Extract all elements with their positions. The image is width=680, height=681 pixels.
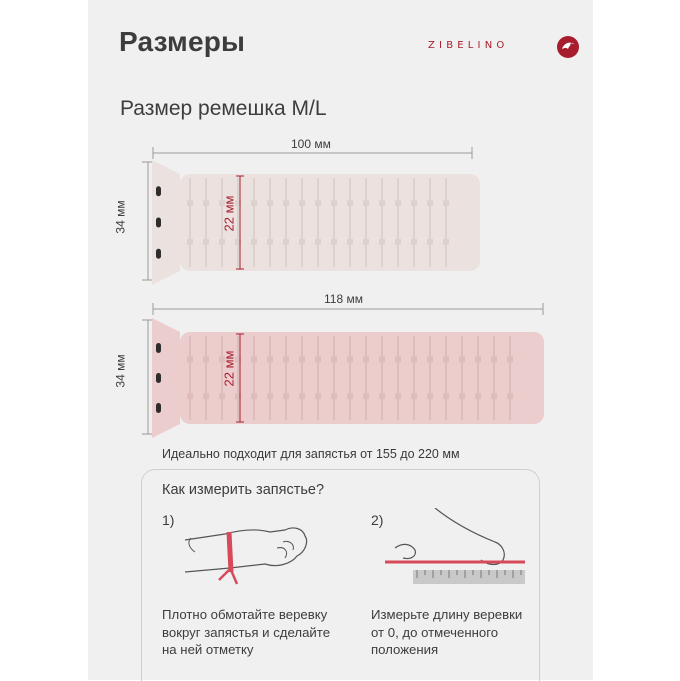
step2-number: 2)	[371, 512, 384, 528]
page-title: Размеры	[119, 26, 246, 57]
strap-knob	[203, 393, 209, 399]
strap-knob	[331, 239, 337, 245]
strap-knob	[219, 393, 225, 399]
strap-knob	[203, 239, 209, 245]
strap1-width-label: 34 мм	[113, 200, 128, 234]
lug-slot	[156, 403, 161, 413]
strap-knob	[299, 357, 305, 363]
strap-knob	[443, 200, 449, 206]
step1-number: 1)	[162, 512, 175, 528]
strap-knob	[251, 200, 257, 206]
size-subtitle: Размер ремешка M/L	[120, 97, 327, 120]
strap-knob	[267, 200, 273, 206]
strap-knob	[395, 239, 401, 245]
strap-knob	[491, 357, 497, 363]
strap-knob	[363, 200, 369, 206]
strap-knob	[395, 357, 401, 363]
strap-knob	[427, 393, 433, 399]
fit-description: Идеально подходит для запястья от 155 до 220 мм	[162, 447, 460, 461]
strap-knob	[315, 393, 321, 399]
strap-knob	[347, 200, 353, 206]
strap-knob	[443, 393, 449, 399]
strap1-inner-label: 22 мм	[221, 195, 237, 232]
strap-knob	[251, 239, 257, 245]
strap-knob	[507, 393, 513, 399]
ruler-measure-illustration-icon	[385, 508, 530, 593]
lug-slot	[156, 218, 161, 228]
strap-knob	[267, 357, 273, 363]
strap2-band	[152, 318, 552, 438]
strap-knob	[331, 357, 337, 363]
strap-knob	[411, 393, 417, 399]
strap-knob	[299, 200, 305, 206]
strap-knob	[379, 200, 385, 206]
strap-knob	[443, 357, 449, 363]
strap-knob	[459, 393, 465, 399]
strap-knob	[395, 393, 401, 399]
strap-knob	[411, 239, 417, 245]
strap2-inner-label: 22 мм	[221, 350, 237, 387]
lug-slot	[156, 343, 161, 353]
how-to-measure-title: Как измерить запястье?	[162, 482, 325, 498]
strap-knob	[347, 393, 353, 399]
strap2-length-label: 118 мм	[324, 292, 363, 306]
strap-knob	[219, 239, 225, 245]
strap-knob	[283, 200, 289, 206]
strap-knob	[267, 393, 273, 399]
strap-knob	[331, 200, 337, 206]
strap-knob	[395, 200, 401, 206]
strap-knob	[251, 393, 257, 399]
strap-knob	[507, 357, 513, 363]
strap-knob	[427, 357, 433, 363]
strap-knob	[347, 357, 353, 363]
strap2-width-label: 34 мм	[113, 354, 128, 388]
strap-knob	[187, 239, 193, 245]
strap-knob	[379, 357, 385, 363]
strap-knob	[315, 239, 321, 245]
strap-knob	[427, 239, 433, 245]
step1-description: Плотно обмотайте веревку вокруг запястья и сделайте на ней отметку	[162, 607, 331, 657]
brand-wordmark: ZIBELINO	[428, 40, 509, 51]
lug-slot	[156, 249, 161, 259]
strap-knob	[315, 357, 321, 363]
strap-knob	[283, 393, 289, 399]
strap1-length-label: 100 мм	[291, 137, 331, 151]
strap-knob	[267, 239, 273, 245]
strap-knob	[363, 393, 369, 399]
strap-knob	[379, 239, 385, 245]
strap-knob	[411, 200, 417, 206]
strap-knob	[299, 393, 305, 399]
lug-slot	[156, 373, 161, 383]
strap-knob	[379, 393, 385, 399]
strap-knob	[283, 239, 289, 245]
strap1-band	[152, 160, 492, 285]
strap-knob	[411, 357, 417, 363]
strap-knob	[443, 239, 449, 245]
strap-knob	[315, 200, 321, 206]
strap-knob	[459, 357, 465, 363]
strap-knob	[491, 393, 497, 399]
wrist-wrap-illustration-icon	[185, 512, 315, 592]
strap-knob	[251, 357, 257, 363]
brand-logo-icon	[556, 35, 580, 59]
lug-slot	[156, 186, 161, 196]
strap-knob	[203, 357, 209, 363]
strap-knob	[475, 393, 481, 399]
strap-knob	[363, 357, 369, 363]
strap-knob	[187, 200, 193, 206]
strap-knob	[187, 357, 193, 363]
strap-knob	[427, 200, 433, 206]
strap-knob	[347, 239, 353, 245]
strap-knob	[475, 357, 481, 363]
strap-knob	[187, 393, 193, 399]
strap-knob	[203, 200, 209, 206]
strap-knob	[363, 239, 369, 245]
strap-knob	[283, 357, 289, 363]
strap-knob	[331, 393, 337, 399]
step2-description: Измерьте длину веревки от 0, до отмеченного положения	[371, 607, 523, 657]
strap-knob	[299, 239, 305, 245]
